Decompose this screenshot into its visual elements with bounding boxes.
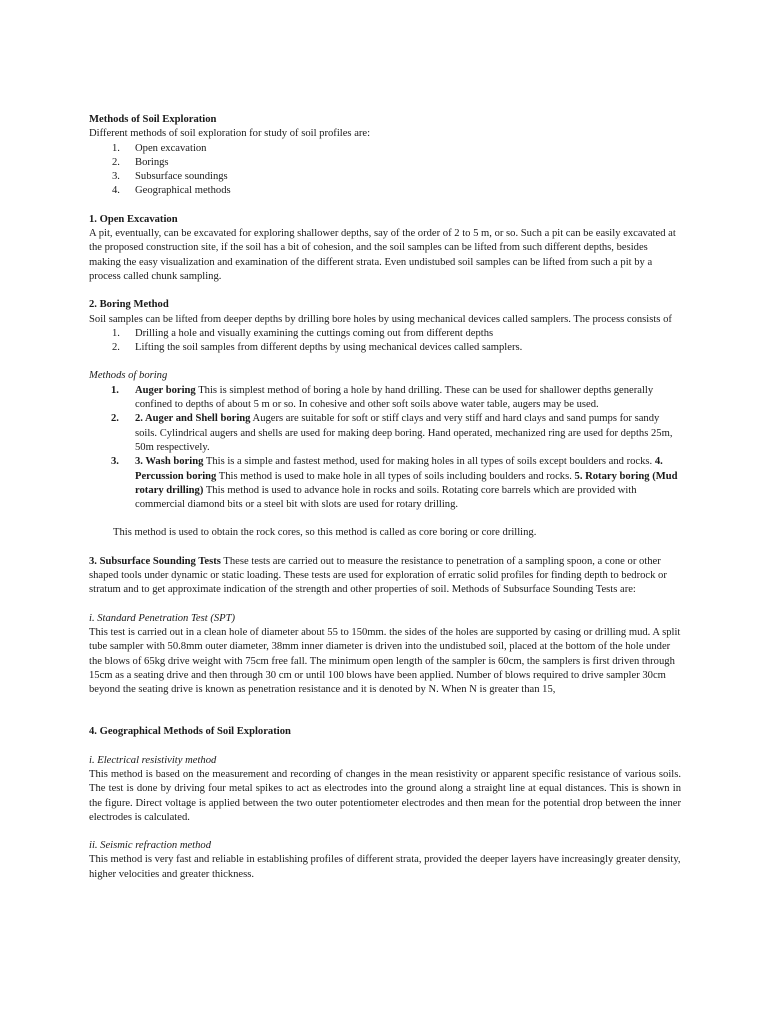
list-item: 1. Auger boring This is simplest method of boring a hole by hand drilling. These can be used for shallower depths generally confined to depths of about 5 m or so. In cohesive and other soft soils above water table, augers may be used. <box>111 384 654 411</box>
document-title: Methods of Soil Exploration <box>89 114 217 125</box>
section-heading-geographical: 4. Geographical Methods of Soil Exploration <box>89 726 291 738</box>
list-item: 1. Drilling a hole and visually examining the cuttings coming out from different depths <box>112 327 494 339</box>
section-heading-boring-method: 2. Boring Method <box>89 299 169 311</box>
list-item: 3. Subsurface soundings <box>112 171 228 183</box>
methods-of-boring-heading: Methods of boring <box>89 370 168 382</box>
subsurface-paragraph: 3. Subsurface Sounding Tests These tests are carried out to measure the resistance to penetration of a sampling spoon, a cone or other shaped tools under dynamic or static loading. These tests are used for exploration of erratic solid profiles for finding depth to bedrock or stratum and to get approximate indication of the strength and other properties of soil. Methods of Subsurface Sounding Tests are: <box>89 555 667 596</box>
boring-method-text: Soil samples can be lifted from deeper depths by drilling bore holes by using mechanical devices called samplers. The process consists of <box>89 313 672 325</box>
list-item: 4. Geographical methods <box>112 185 231 197</box>
spt-heading: i. Standard Penetration Test (SPT) <box>89 612 236 624</box>
intro-text: Different methods of soil exploration for study of soil profiles are: <box>89 128 371 140</box>
list-item: 2. 2. Auger and Shell boring Augers are suitable for soft or stiff clays and very stiff and hard clays and sand pumps for sandy soils. Cylindrical augers and shells are used for making deep boring. Hand operated, mechanized ring are used for depths 25m, 50m respectively. <box>111 413 673 453</box>
core-boring-note: This method is used to obtain the rock cores, so this method is called as core boring or core drilling. <box>113 527 537 539</box>
spt-text: This test is carried out in a clean hole of diameter about 55 to 150mm. the sides of the holes are supported by casing or drilling mud. A split tube sampler with 50.8mm outer diameter, 38mm inner diameter is driven into the undistubed soil, placed at the bottom of the hole under the blows of 65kg drive weight with 75cm free fall. The minimum open length of the sampler is 60cm, the samplers is first driven through 15cm as a seating drive and then through 30 cm or until 100 blows have been applied. Number of blows required to drive sampler 30cm beyond the seating drive is known as penetration resistance and it is denoted by N. When N is greater than 15, <box>89 626 681 696</box>
section-heading-open-excavation: 1. Open Excavation <box>89 213 178 225</box>
electrical-resistivity-text: This method is based on the measurement and recording of changes in the mean resistivity or apparent specific resistance of various soils. The test is done by driving four metal spikes to act as electrodes into the ground along a straight line at equal distances. This is shown in the figure. Direct voltage is applied between the two outer potentiometer electrodes and then mean for the potential drop between the inner electrodes is calculated. <box>89 768 681 823</box>
boring-steps-list <box>89 327 681 356</box>
electrical-resistivity-heading: i. Electrical resistivity method <box>89 754 217 766</box>
methods-list <box>89 142 681 199</box>
seismic-refraction-text: This method is very fast and reliable in establishing profiles of different strata, provided the deeper layers have increasingly greater density, higher velocities and greater thickness. <box>89 854 681 880</box>
document-page <box>89 113 681 882</box>
list-item: 3. 3. Wash boring This is a simple and fastest method, used for making holes in all types of soils except boulders and rocks. 4. Percussion boring This method is used to make hole in all types of soils including boulders and rocks. 5. Rotary boring (Mud rotary drilling) This method is used to advance hole in rocks and soils. Rotating core barrels which are provided with commercial diamond bits or a steel bit with slots are used for rotary drilling. <box>111 456 678 511</box>
boring-methods-list <box>89 384 681 513</box>
list-item: 2. Borings <box>112 156 169 168</box>
open-excavation-text: A pit, eventually, can be excavated for exploring shallower depths, say of the order of 2 to 5 m, or so. Such a pit can be easily excavated at the proposed construction site, if the soil has a bit of cohesion, and the soil samples can be lifted from such different depths, besides making the easy visualization and examination of the different strata. Even undistubed soil samples can be lifted from such a pit by a process called chunk sampling. <box>89 228 676 282</box>
seismic-refraction-heading: ii. Seismic refraction method <box>89 840 212 852</box>
list-item: 2. Lifting the soil samples from different depths by using mechanical devices called samplers. <box>112 342 523 354</box>
list-item: 1. Open excavation <box>112 142 207 154</box>
